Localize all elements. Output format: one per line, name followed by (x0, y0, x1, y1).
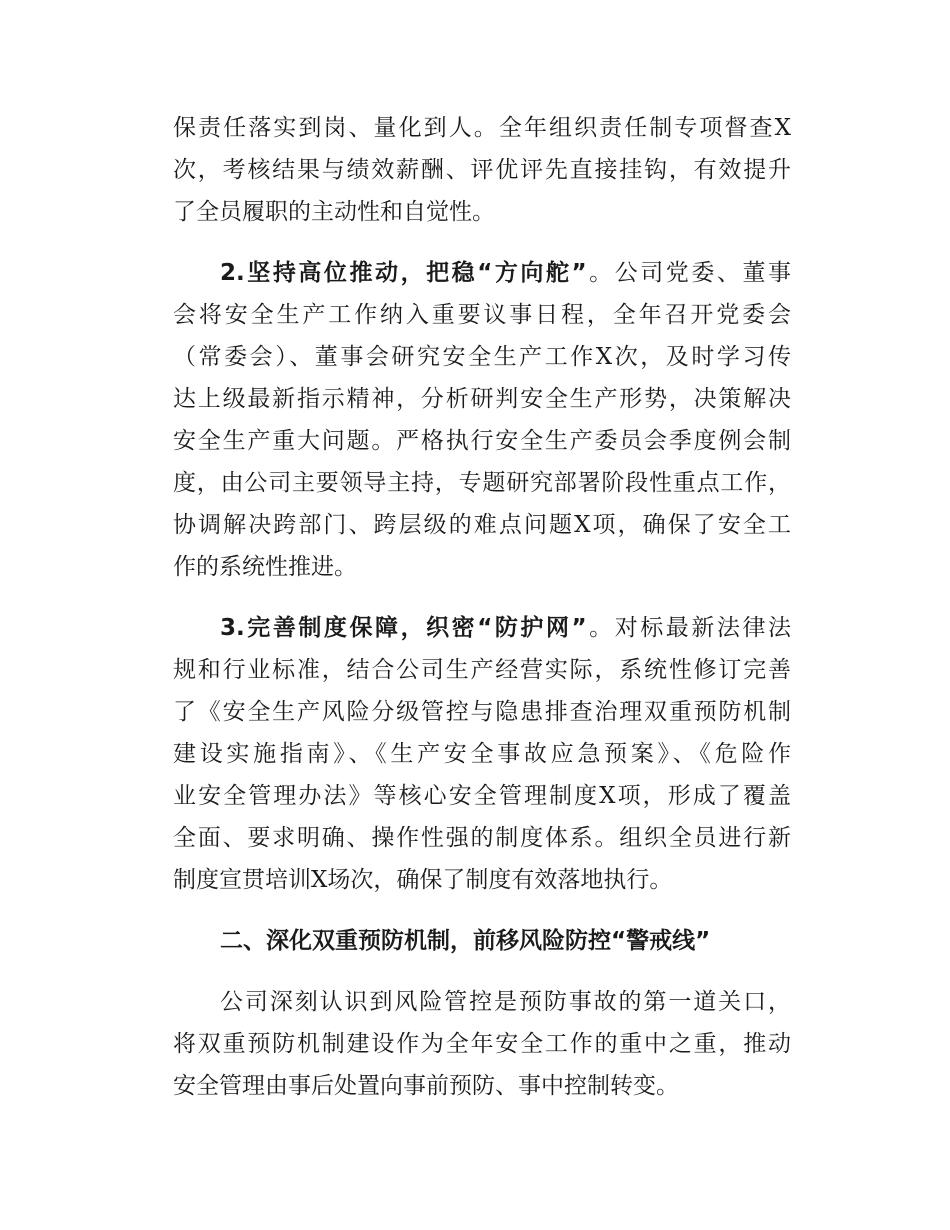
text-line (173, 1065, 791, 1107)
body-text: 规和行业标准，结合公司生产经营实际，系统性修订完善 (173, 657, 791, 683)
paragraph (173, 981, 791, 1107)
body-text: 保责任落实到岗、量化到人。全年组织责任制专项督查X (173, 115, 791, 141)
text-line (173, 191, 791, 233)
paragraph (173, 607, 791, 901)
paragraph (173, 107, 791, 233)
body-text: 业安全管理办法》等核心安全管理制度X项，形成了覆盖 (173, 783, 791, 809)
heading-text: 二、深化双重预防机制，前移风险防控“警戒线” (220, 928, 711, 954)
body-text: 建设实施指南》、《生产安全事故应急预案》、《危险作 (173, 741, 791, 767)
text-line (173, 149, 791, 191)
item-title: 2.坚持高位推动，把稳“方向舵” (220, 260, 587, 286)
text-line (173, 294, 791, 336)
body-text: 了全员履职的主动性和自觉性。 (173, 199, 495, 225)
body-text: 公司深刻认识到风险管控是预防事故的第一道关口， (220, 989, 791, 1015)
text-line (173, 981, 791, 1023)
paragraph (173, 252, 791, 588)
body-text: 次，考核结果与绩效薪酬、评优评先直接挂钩，有效提升 (173, 157, 791, 183)
body-text: 安全生产重大问题。严格执行安全生产委员会季度例会制 (173, 428, 791, 454)
body-text: 度，由公司主要领导主持，专题研究部署阶段性重点工作， (173, 470, 791, 496)
body-text: 将双重预防机制建设作为全年安全工作的重中之重，推动 (173, 1031, 791, 1057)
text-line (173, 378, 791, 420)
text-line (173, 336, 791, 378)
body-text: 。对标最新法律法 (586, 615, 791, 641)
body-text: 协调解决跨部门、跨层级的难点问题X项，确保了安全工 (173, 512, 791, 538)
body-text: 安全管理由事后处置向事前预防、事中控制转变。 (173, 1073, 679, 1099)
text-line (173, 107, 791, 149)
text-line (173, 733, 791, 775)
body-text: 。公司党委、董事 (586, 260, 791, 286)
text-line (173, 462, 791, 504)
text-line (173, 775, 791, 817)
body-text: 会将安全生产工作纳入重要议事日程，全年召开党委会 (173, 302, 791, 328)
text-line (173, 420, 791, 462)
body-text: （常委会）、董事会研究安全生产工作X次，及时学习传 (173, 344, 791, 370)
text-line (173, 649, 791, 691)
text-line (173, 1023, 791, 1065)
text-line (173, 252, 791, 294)
text-line (173, 859, 791, 901)
text-line (173, 691, 791, 733)
body-text: 制度宣贯培训X场次，确保了制度有效落地执行。 (173, 867, 673, 893)
body-text: 作的系统性推进。 (173, 554, 357, 580)
section-heading (173, 920, 791, 962)
text-line (173, 607, 791, 649)
item-title: 3.完善制度保障，织密“防护网” (220, 615, 587, 641)
text-line (173, 504, 791, 546)
body-text: 了《安全生产风险分级管控与隐患排查治理双重预防机制 (173, 699, 791, 725)
text-line (173, 920, 791, 962)
body-text: 达上级最新指示精神，分析研判安全生产形势，决策解决 (173, 386, 791, 412)
body-text: 全面、要求明确、操作性强的制度体系。组织全员进行新 (173, 825, 791, 851)
document-page (173, 107, 791, 1126)
text-line (173, 546, 791, 588)
text-line (173, 817, 791, 859)
